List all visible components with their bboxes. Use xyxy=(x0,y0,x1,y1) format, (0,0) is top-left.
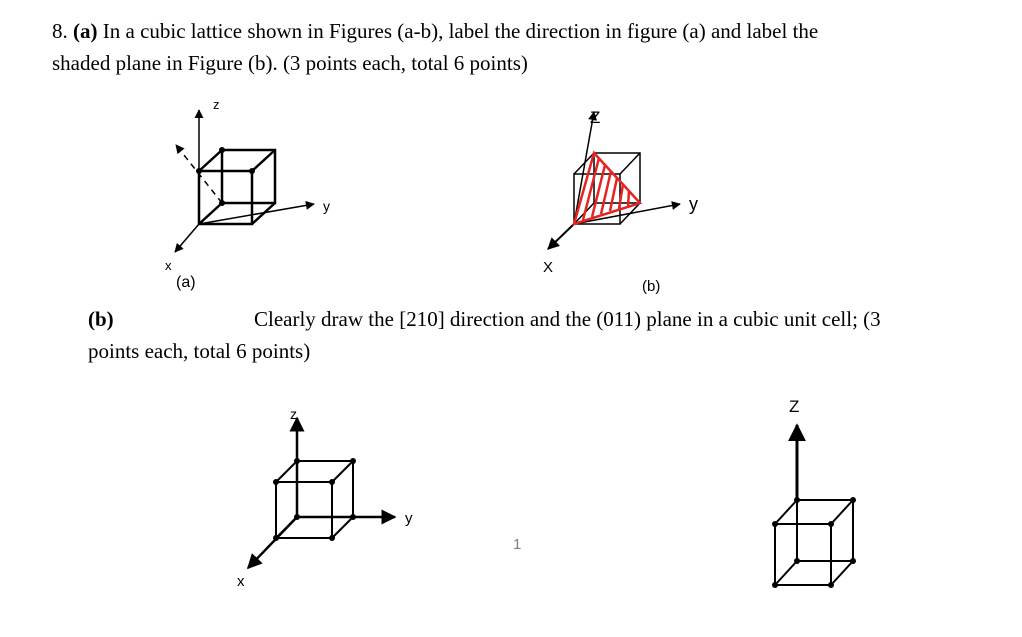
figure-a-x-label: x xyxy=(165,258,172,273)
figure-a-x-axis xyxy=(175,224,199,252)
figure-c xyxy=(237,406,413,590)
part-b-text: Clearly draw the [210] direction and the (011) plane in a cubic unit cell; (3 xyxy=(254,307,881,331)
part-a-label: (a) xyxy=(73,19,98,43)
question-number: 8. xyxy=(52,19,68,43)
figure-a xyxy=(165,97,330,291)
figure-b-x-label: X xyxy=(543,259,554,276)
question-text-line-1: In a cubic lattice shown in Figures (a-b), label the direction in figure (a) and label the xyxy=(102,19,819,43)
figure-a-cube xyxy=(199,150,275,224)
figure-d-cube xyxy=(775,500,853,585)
part-b-text-line-2: points each, total 6 points) xyxy=(88,339,311,363)
figure-b xyxy=(543,108,698,295)
page-number: 1 xyxy=(513,536,522,553)
figure-b-z-label: Z xyxy=(590,108,601,127)
figure-c-y-label: y xyxy=(405,510,413,527)
figure-a-y-label: y xyxy=(323,198,330,214)
figure-b-y-label: y xyxy=(689,194,698,214)
figure-d xyxy=(772,397,856,588)
figure-b-caption: (b) xyxy=(642,278,661,295)
figure-c-x-label: x xyxy=(237,573,245,590)
figure-a-z-label: z xyxy=(213,97,220,112)
question-line-2: shaded plane in Figure (b). (3 points each, total 6 points) xyxy=(52,51,528,75)
figure-a-caption: (a) xyxy=(176,274,196,291)
figure-b-x-axis xyxy=(548,224,574,249)
figure-c-z-label: z xyxy=(290,406,297,422)
figure-c-cube xyxy=(276,461,353,538)
figure-a-lattice-points xyxy=(196,147,255,206)
figure-d-z-label: Z xyxy=(789,397,800,416)
part-b-label: (b) xyxy=(88,307,114,331)
